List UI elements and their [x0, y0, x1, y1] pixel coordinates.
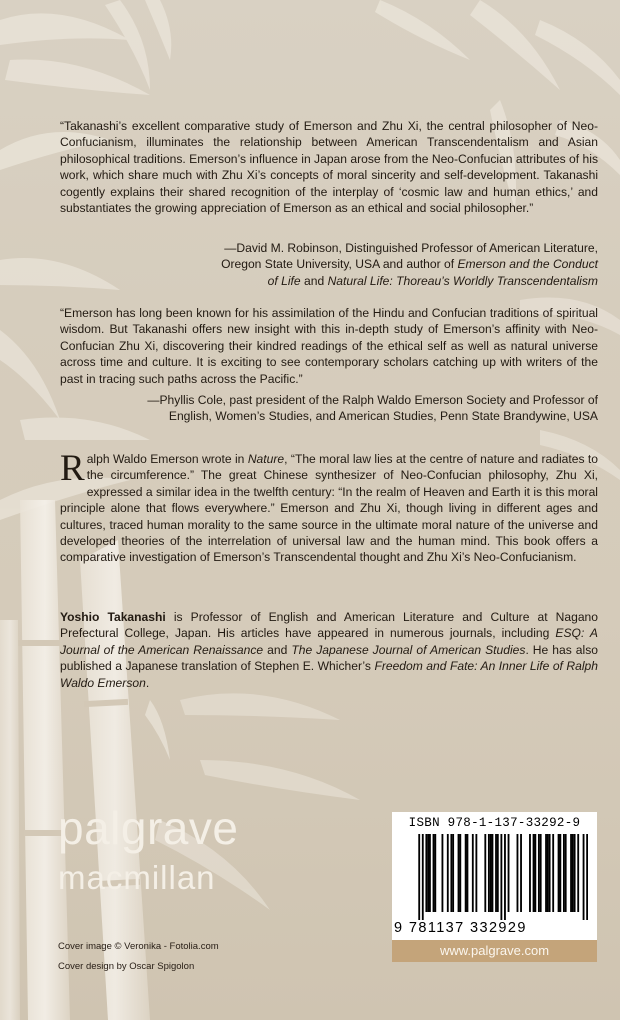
barcode-bar	[545, 834, 547, 912]
barcode-bar	[540, 834, 542, 912]
barcode-bar	[418, 834, 420, 920]
barcode-digits: 9 781137 332929	[394, 920, 527, 936]
barcode-bar	[488, 834, 490, 912]
barcode-bar	[577, 834, 579, 912]
barcode-bar	[534, 834, 536, 912]
barcode-bar	[547, 834, 549, 912]
barcode-bar	[425, 834, 427, 912]
attribution-2-line1: —Phyllis Cole, past president of the Ralph Waldo Emerson Society and Professor of	[147, 393, 598, 407]
barcode-bars	[404, 834, 588, 920]
barcode-bar	[422, 834, 424, 920]
attribution-1-line1: —David M. Robinson, Distinguished Professor of American Literature,	[224, 241, 598, 255]
attribution-2-line2: English, Women’s Studies, and American Studies, Penn State Brandywine, USA	[168, 409, 598, 424]
author-bio: Yoshio Takanashi is Professor of English and American Literature and Culture at Nagano Prefectural College, Japan. His articles have appeared in numerous journals, including ESQ: A Journal of the American Renaissance and The Japanese Journal of American Studies. He has also published a Japanese translation of Stephen E. Whicher’s Freedom and Fate: An Inner Life of Ralph Waldo Emerson.	[60, 610, 599, 690]
book-title: Emerson and the Conduct	[457, 257, 598, 272]
barcode-bar	[559, 834, 561, 912]
barcode-bar	[520, 834, 522, 912]
barcode-bar	[465, 834, 467, 912]
author-name: Yoshio Takanashi	[60, 610, 166, 624]
cover-image-credit: Cover image © Veronika - Fotolia.com	[58, 941, 219, 952]
barcode-bar	[533, 834, 535, 912]
barcode-bar	[447, 834, 449, 912]
barcode-bar	[497, 834, 499, 912]
cover-design-credit: Cover design by Oscar Spigolon	[58, 961, 195, 972]
isbn-barcode	[392, 812, 597, 940]
isbn-label: ISBN 978-1-137-33292-9	[408, 816, 581, 830]
barcode-bar	[549, 834, 551, 912]
drop-cap: R	[60, 448, 85, 489]
review-quote-1: “Takanashi’s excellent comparative study of Emerson and Zhu Xi, the central philosopher of Neo-Confucianism, illuminates the relationship between American Transcendentalism and Asian philosophical traditions. Emerson’s influence in Japan arose from the Neo-Confucian attributes of his work, which share much with Zhu Xi’s concepts of moral sincerity and self-development. Takanashi cogently explains their shared recognition of the interplay of ‘cosmic law and human ethics,’ and substantiates the growing appreciation of Emerson as an ethical and social philosopher.”	[60, 119, 598, 216]
book-title: Natural Life: Thoreau’s Worldly Transcendentalism	[327, 273, 598, 288]
barcode-bar	[508, 834, 510, 912]
barcode-bar	[529, 834, 531, 912]
barcode-bar	[484, 834, 486, 912]
barcode-bar	[504, 834, 506, 920]
book-title: Freedom and Fate: An Inner Life of Ralph Waldo Emerson	[60, 659, 598, 690]
review-quote-2: “Emerson has long been known for his assimilation of the Hindu and Confucian traditions of spiritual wisdom. But Takanashi offers new insight with this in-depth study of Emerson’s affinity with Neo-Confucian Zhu Xi, discovering their kindred readings of the ethical self as well as natural universe across time and culture. It is exciting to see contemporary scholars catching up with writers of the past in tracing such paths across the Pacific.”	[60, 306, 598, 386]
barcode-bar	[429, 834, 431, 912]
review-attribution-2	[60, 392, 598, 425]
barcode-bar	[586, 834, 588, 920]
attribution-1-line2: Oregon State University, USA and author of Emerson and the Conduct	[221, 257, 598, 272]
barcode-bar	[565, 834, 567, 912]
barcode-bar	[563, 834, 565, 912]
book-title: of Life	[267, 273, 301, 288]
barcode-bar	[570, 834, 572, 912]
barcode-bar	[574, 834, 576, 912]
barcode-bar	[490, 834, 492, 912]
barcode-bar	[442, 834, 444, 912]
publisher-logo-palgrave: palgrave	[58, 802, 239, 854]
barcode-bar	[475, 834, 477, 912]
publisher-logo-macmillan: macmillan	[58, 859, 216, 896]
journal-title: ESQ: A Journal of the American Renaissance	[60, 626, 598, 657]
barcode-bar	[467, 834, 469, 912]
barcode-bar	[495, 834, 497, 912]
barcode-bar	[517, 834, 519, 912]
barcode-bar	[558, 834, 560, 912]
attribution-1-line3: of Life and Natural Life: Thoreau’s Worldly Transcendentalism	[267, 273, 598, 288]
barcode-bar	[538, 834, 540, 912]
review-attribution-1	[60, 240, 598, 289]
barcode-bar	[583, 834, 585, 920]
barcode-bar	[434, 834, 436, 912]
book-title-nature: Nature	[247, 452, 285, 466]
publisher-url: www.palgrave.com	[392, 940, 597, 962]
journal-title: The Japanese Journal of American Studies	[291, 642, 526, 657]
barcode-bar	[500, 834, 502, 920]
barcode-bar	[433, 834, 435, 912]
barcode-bar	[452, 834, 454, 912]
barcode-bar	[492, 834, 494, 912]
barcode-bar	[552, 834, 554, 912]
book-description: Ralph Waldo Emerson wrote in Nature, “The moral law lies at the centre of nature and radiates to the circumference.” The great Chinese synthesizer of Neo-Confucian philosophy, Zhu Xi, expressed a similar idea in the twelfth century: “In the realm of Heaven and Earth it is this moral principle alone that flows everywhere.” Emerson and Zhu Xi, though living in different ages and cultures, traced human morality to the same source in the ultimate moral nature of the universe and developed theories of the interrelation of universal law and the human mind. This book offers a comparative investigation of Emerson’s Transcendental thought and Zhu Xi’s Neo-Confucianism.	[60, 448, 598, 565]
barcode-bar	[427, 834, 429, 912]
barcode-bar	[472, 834, 474, 912]
barcode-bar	[458, 834, 460, 912]
barcode-bar	[459, 834, 461, 912]
barcode-bar	[450, 834, 452, 912]
barcode-bar	[572, 834, 574, 912]
